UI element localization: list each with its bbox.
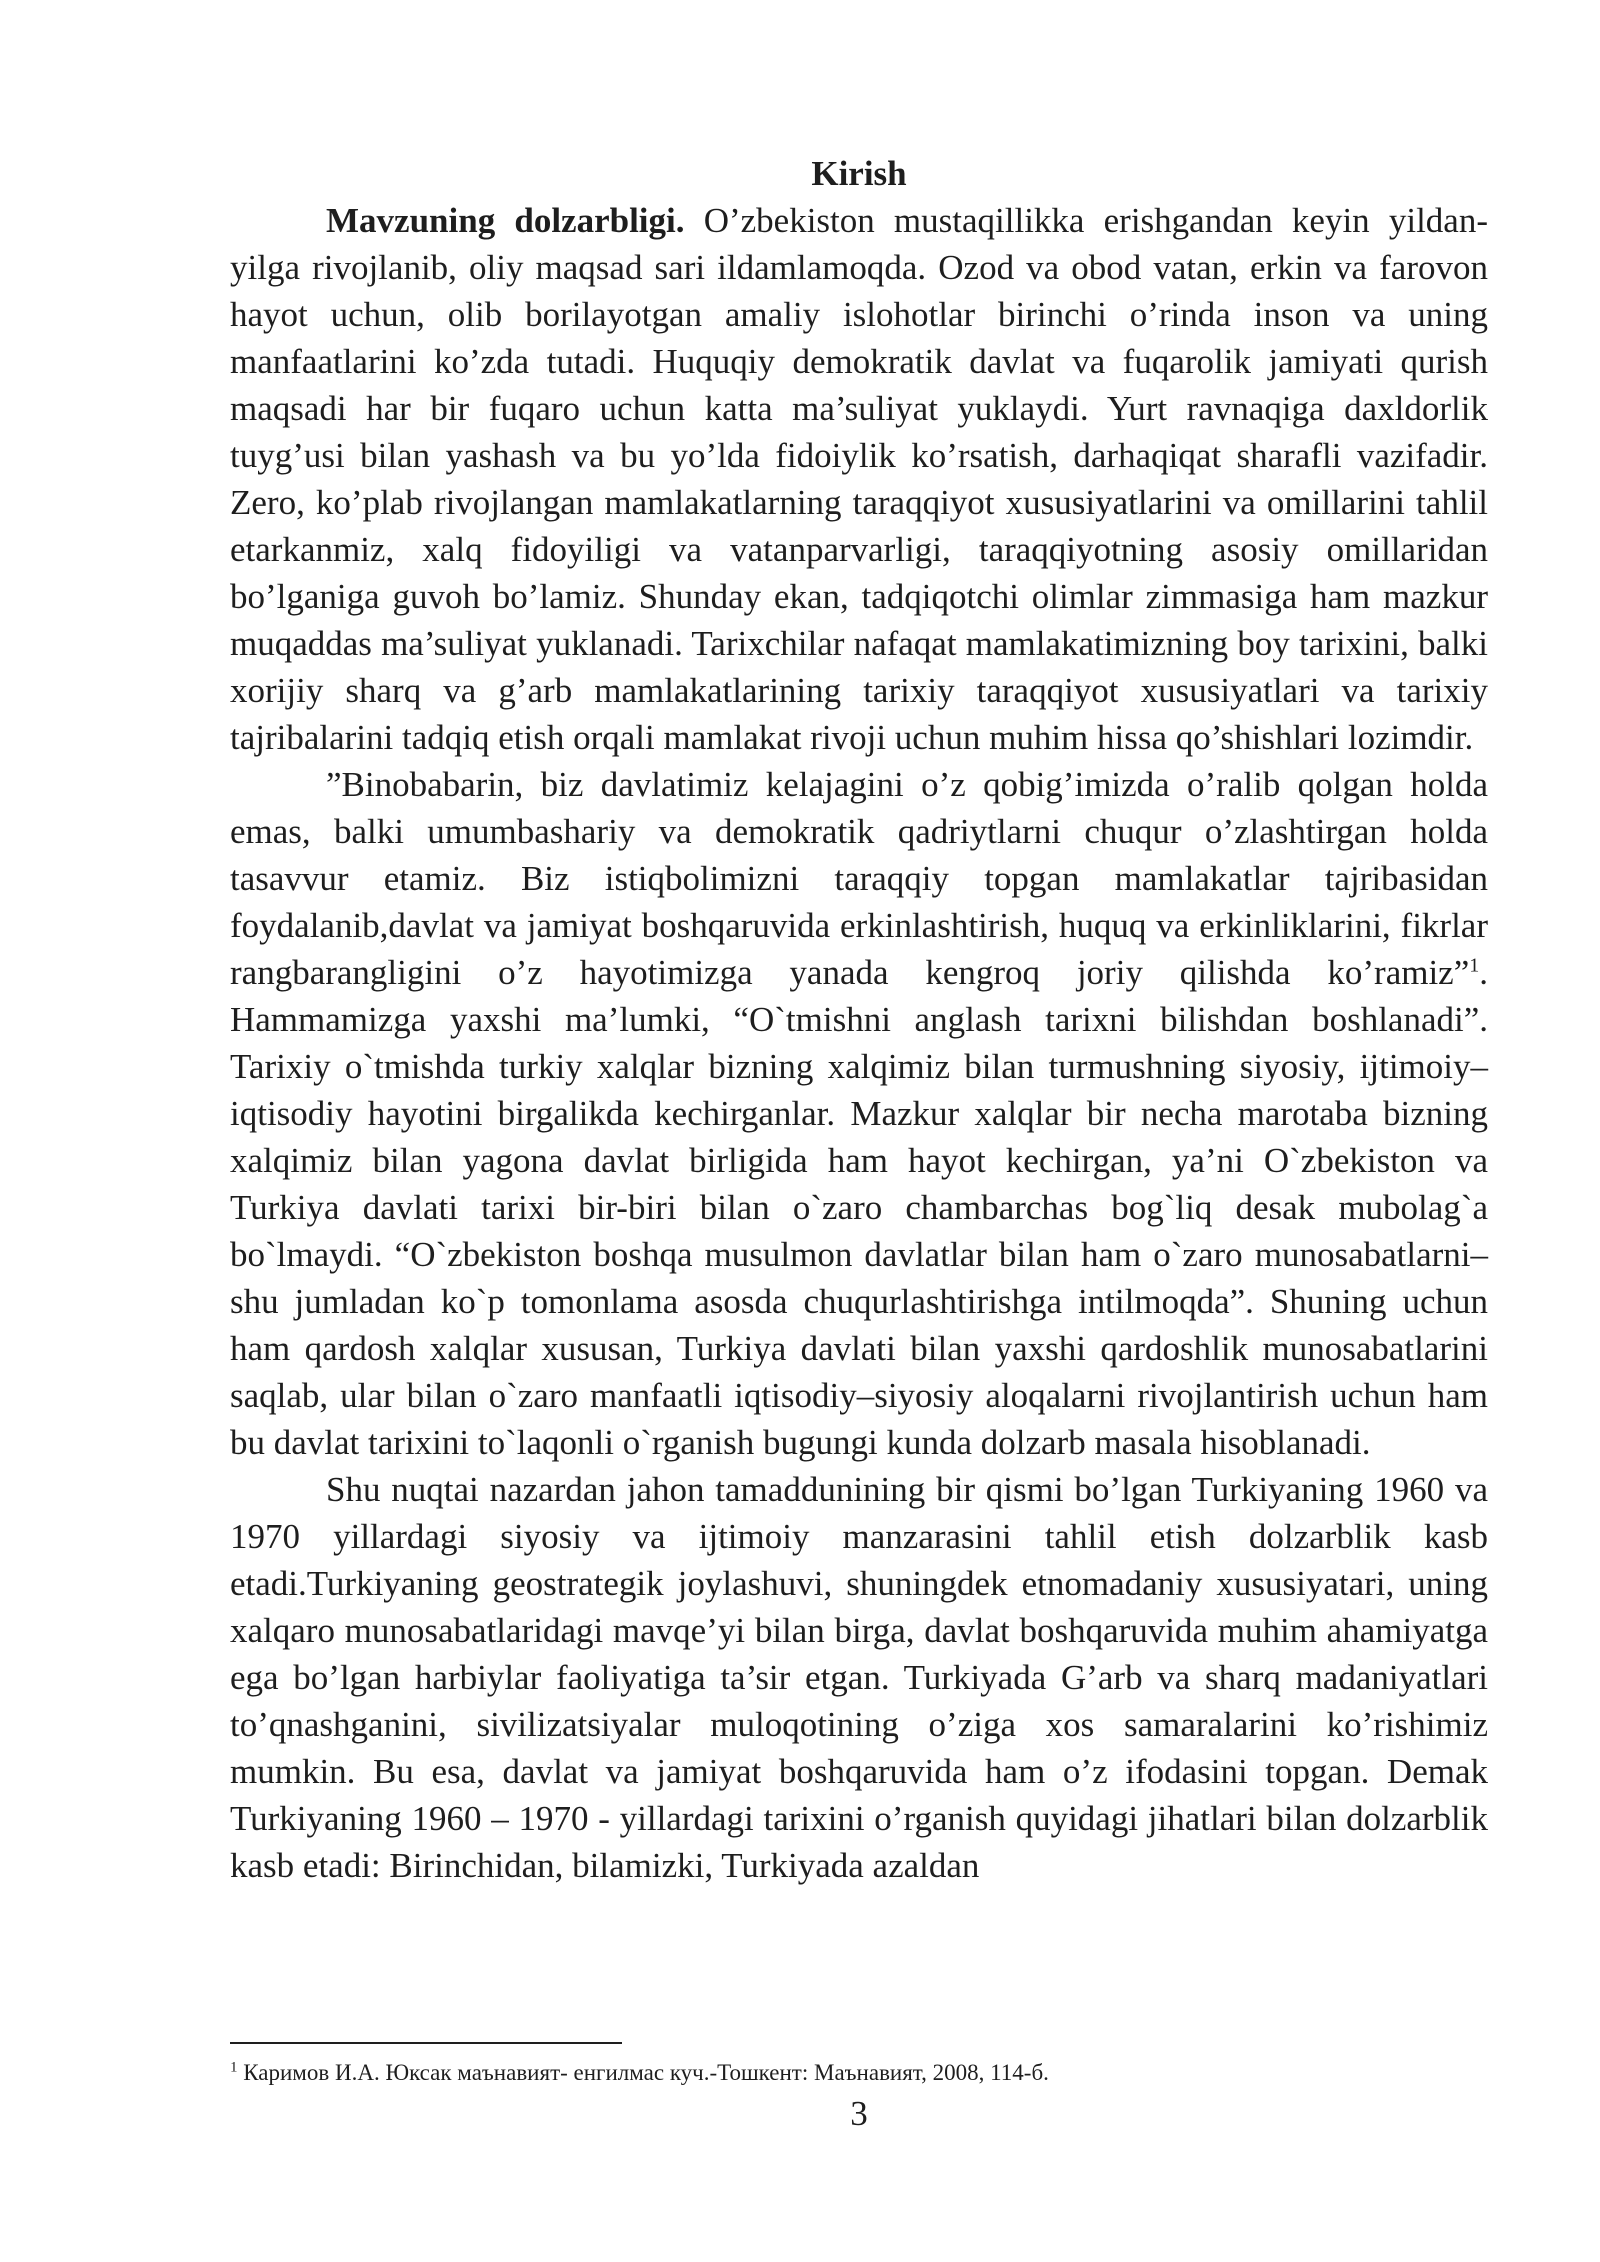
footnote-text: Каримов И.А. Юксак маънавият- енгилмас куч.-Тошкент: Маънавият, 2008, 114-б. bbox=[237, 2060, 1049, 2085]
document-body bbox=[230, 150, 1488, 1889]
paragraph-quote bbox=[230, 761, 1488, 1466]
paragraph-text: . Hammamizga yaxshi ma’lumki, “O`tmishni anglash tarixni bilishdan boshlanadi”. Tarixiy o`tmishda turkiy xalqlar bizning xalqimiz bilan turmushning siyosiy, ijtimoiy–iqtisodiy hayotini birgalikda kechirganlar. Mazkur xalqlar bir necha marotaba bizning xalqimiz bilan yagona davlat birligida ham hayot kechirgan, ya’ni O`zbekiston va Turkiya davlati tarixi bir-biri bilan o`zaro chambarchas bog`liq desak mubolag`a bo`lmaydi. “O`zbekiston boshqa musulmon davlatlar bilan ham o`zaro munosabatlarni–shu jumladan ko`p tomonlama asosda chuqurlashtirishga intilmoqda”. Shuning uchun ham qardosh xalqlar xususan, Turkiya davlati bilan yaxshi qardoshlik munosabatlarini saqlab, ular bilan o`zaro manfaatli iqtisodiy–siyosiy aloqalarni rivojlantirish uchun ham bu davlat tarixini to`laqonli o`rganish bugungi kunda dolzarb masala hisoblanadi. bbox=[230, 953, 1488, 1462]
footnote-mark: 1 bbox=[230, 2059, 238, 2076]
paragraph-relevance bbox=[230, 197, 1488, 761]
footnote bbox=[230, 2058, 1488, 2088]
paragraph-text: ”Binobabarin, biz davlatimiz kelajagini o’z qobig’imizda o’ralib qolgan holda emas, balki umumbashariy va demokratik qadriytlarni chuqur o’zlashtirgan holda tasavvur etamiz. Biz istiqbolimizni taraqqiy topgan mamlakatlar tajribasidan foydalanib,davlat va jamiyat boshqaruvida erkinlashtirish, huquq va erkinliklarini, fikrlar rangbarangligini o’z hayotimizga yanada kengroq joriy qilishda ko’ramiz” bbox=[230, 765, 1488, 992]
footnote-divider bbox=[230, 2042, 622, 2044]
page-number: 3 bbox=[850, 2094, 868, 2133]
paragraph-turkey bbox=[230, 1466, 1488, 1889]
paragraph-text: O’zbekiston mustaqillikka erishgandan keyin yildan- yilga rivojlanib, oliy maqsad sari ildamlamoqda. Ozod va obod vatan, erkin va farovon hayot uchun, olib borilayotgan amaliy islohotlar birinchi o’rinda inson va uning manfaatlarini ko’zda tutadi. Huquqiy demokratik davlat va fuqarolik jamiyati qurish maqsadi har bir fuqaro uchun katta ma’suliyat yuklaydi. Yurt ravnaqiga daxldorlik tuyg’usi bilan yashash va bu yo’lda fidoiylik ko’rsatish, darhaqiqat sharafli vazifadir. Zero, ko’plab rivojlangan mamlakatlarning taraqqiyot xususiyatlarini va omillarini tahlil etarkanmiz, xalq fidoyiligi va vatanparvarligi, taraqqiyotning asosiy omillaridan bo’lganiga guvoh bo’lamiz. Shunday ekan, tadqiqotchi olimlar zimmasiga ham mazkur muqaddas ma’suliyat yuklanadi. Tarixchilar nafaqat mamlakatimizning boy tarixini, balki xorijiy sharq va g’arb mamlakatlarining tarixiy taraqqiyot xususiyatlari va tarixiy tajribalarini tadqiq etish orqali mamlakat rivoji uchun muhim hissa qo’shishlari lozimdir. bbox=[230, 201, 1488, 757]
paragraph-text: Shu nuqtai nazardan jahon tamaddunining bir qismi bo’lgan Turkiyaning 1960 va 1970 yillardagi siyosiy va ijtimoiy manzarasini tahlil etish dolzarblik kasb etadi.Turkiyaning geostrategik joylashuvi, shuningdek etnomadaniy xususiyatari, uning xalqaro munosabatlaridagi mavqe’yi bilan birga, davlat boshqaruvida muhim ahamiyatga ega bo’lgan harbiylar faoliyatiga ta’sir etgan. Turkiyada G’arb va sharq madaniyatlari to’qnashganini, sivilizatsiyalar muloqotining o’ziga xos samaralarini ko’rishimiz mumkin. Bu esa, davlat va jamiyat boshqaruvida ham o’z ifodasini topgan. Demak Turkiyaning 1960 – 1970 - yillardagi tarixini o’rganish quyidagi jihatlari bilan dolzarblik kasb etadi: Birinchidan, bilamizki, Turkiyada azaldan bbox=[230, 1470, 1488, 1885]
paragraph-lead: Mavzuning dolzarbligi. bbox=[326, 201, 685, 240]
footnote-reference[interactable]: 1 bbox=[1469, 954, 1480, 977]
section-heading: Kirish bbox=[811, 154, 907, 193]
